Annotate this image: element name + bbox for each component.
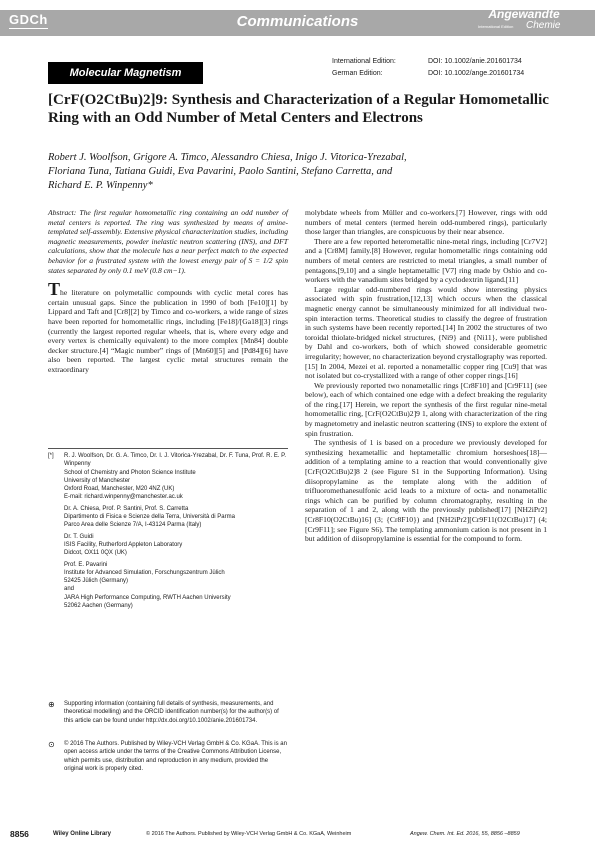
doi-intl-label: International Edition: — [332, 58, 396, 65]
intro-paragraph: The literature on polymetallic compounds with cyclic metal cores has certain unusual gaps. Since the publication in 1990 of both [Fe10][1] by Lippard and Taft and [Cr8][2] by Timco and co-workers, a wide range of sizes have been reported for homometallic rings, including [Fe18]/[Ga18][3] rings (currently the largest reported regular wheels, that is, where every edge and every vertex is chemically equivalent) to the more complex [Mn84] double decker structure.[4] “Magic number” rings of [Mn60][5] and [Pd84][6] have also been reported. The largest cyclic metal structures remain the extraordinary — [48, 279, 288, 374]
doi-german-label: German Edition: — [332, 70, 383, 77]
footer-citation: Angew. Chem. Int. Ed. 2016, 55, 8856 –8859 — [410, 831, 520, 837]
footnote-marker: [*] — [48, 453, 54, 459]
angewandte-logo: Angewandte International Edition Chemie — [478, 7, 561, 31]
authors-line: Floriana Tuna, Tatiana Guidi, Eva Pavarini, Paolo Santini, Stefano Carretta, and — [48, 166, 393, 177]
body-paragraph: We previously reported two nonametallic rings [Cr8F10] and [Cr9F11] (see below), each of which contained one edge with a defect breaking the regularity of the ring.[17] Herein, we report the synthesis of the first regular nine-metal homometallic ring, [CrF(O2CtBu)2]9 1, along with characterization of the ring by magnetometry and inelastic neutron scattering (INS) to explore the extent of spin frustration. — [305, 380, 547, 438]
article-title: [CrF(O2CtBu)2]9: Synthesis and Characterization of a Regular Homometallic Ring with an Odd Number of Metal Centers and Electrons — [48, 92, 549, 126]
authors-line: Robert J. Woolfson, Grigore A. Timco, Alessandro Chiesa, Inigo J. Vitorica-Yrezabal, — [48, 152, 407, 163]
corresponding-email[interactable]: E-mail: richard.winpenny@manchester.ac.uk — [64, 494, 183, 501]
authors-line: Richard E. P. Winpenny* — [48, 180, 153, 191]
category-tag: Molecular Magnetism — [48, 62, 203, 84]
doi-intl[interactable]: DOI: 10.1002/anie.201601734 — [428, 58, 522, 65]
footnote-divider — [48, 448, 288, 449]
gdch-logo: GDCh — [9, 12, 48, 27]
body-paragraph: Large regular odd-numbered rings would show interesting physics associated with spin frustration,[12,13] which occurs when the classical magnetic energy cannot be simultaneously minimized for all individual two-spin interaction terms. Theoretical studies to classify the degree of frustration in such systems have been recently reported.[14] In 2002 the structures of two toroidal thiolate-bridged nickel structures, {Ni9} and {Ni11}, were published by Dahl and co-workers, both of which showed considerable geometric irregularity; however, no characterization beyond crystallography was reported.[15] In 2004, Mezei et al. reported a nonametallic copper ring [Cu9] that was not isolated but co-crystallized with a range of other copper rings.[16] — [305, 284, 547, 381]
open-access-icon: ⊙ — [48, 740, 55, 749]
license-note: © 2016 The Authors. Published by Wiley-VCH Verlag GmbH & Co. KGaA. This is an open access article under the terms of the Creative Commons Attribution License, which permits use, distribution and reproduction in any medium, provided the original work is properly cited. — [64, 741, 287, 772]
body-paragraph: There are a few reported heterometallic nine-metal rings, including [Cr7V2] and a [Cr8M] family.[8] However, regular homometallic rings containing odd numbers of metal centers are restricted to metal triangles, a small number of pentagons,[9,10] and a single heptametallic [V7] ring made by Oshio and co-workers with the vanadium sites bridged by a cyclodextrin ligand.[11] — [305, 236, 547, 285]
supporting-info-note: Supporting information (containing full details of synthesis, measurements, and theoretical modelling) and the ORCID identification number(s) for the author(s) of this article can be found under http://dx.doi.org/10.1002/anie.201601734. — [64, 701, 279, 724]
footer-copyright: © 2016 The Authors. Published by Wiley-VCH Verlag GmbH & Co. KGaA, Weinheim — [146, 831, 352, 837]
left-column — [48, 208, 288, 375]
affiliations: R. J. Woolfson, Dr. G. A. Timco, Dr. I. J. Vitorica-Yrezabal, Dr. F. Tuna, Prof. R. E. P. Winpenny School of Chemistry and Photon Science Institute University of Manchester Oxford Road, Manchester, M20 4NZ (UK) E-mail: richard.winpenny@manchester.ac.uk Dr. A. Chiesa, Prof. P. Santini, Prof. S. Carretta Dipartimento di Fisica e Scienze della Terra, Università di Parma Parco Area delle Scienze 7/A, I-43124 Parma (Italy) Dr. T. Guidi ISIS Facility, Rutherford Appleton Laboratory Didcot, OX11 0QX (UK) Prof. E. Pavarini Institute for Advanced Simulation, Forschungszentrum Jülich 52425 Jülich (Germany) and JARA High Performance Computing, RWTH Aachen University 52062 Aachen (Germany) — [64, 453, 287, 610]
abstract: Abstract: The first regular homometallic ring containing an odd number of metal centers is reported. The ring was synthesized by means of amine-templated self-assembly. Extensive physical characterization studies, including magnetic measurements, powder inelastic neutron scattering (INS), and DFT calculations, show that the molecule has a near perfect match to the expected behavior for a frustrated system with the lowest energy pair of S = 1/2 spin states separated by only 0.1 meV (0.8 cm−1). — [48, 208, 288, 275]
wiley-online-library-link[interactable]: Wiley Online Library — [53, 831, 111, 837]
right-column — [305, 208, 547, 544]
body-paragraph: molybdate wheels from Müller and co-workers.[7] However, rings with odd numbers of metal centers (termed herein odd-numbered rings), particularly those larger than triangles, are conspicuous by their near absence. — [305, 208, 547, 237]
body-paragraph: The synthesis of 1 is based on a procedure we previously developed for synthesizing hexametallic and heptametallic chromium horseshoes[18]—addition of a templating amine to a reaction that would conventionally give [CrF(O2CtBu)2]8 2 (see Figure S1 in the Supporting Information). Using diisopropylamine as the template along with the addition of trifluoromethanesulfonic acid leads to a mixture of octa- and nonametallic rings which can be purified by column chromatography, resulting in the separation of 1 and 2, along with the previously published[17] [NH2iPr2][Cr8F10(O2CtBu)16] (3; {Cr8F10}) and [NH2iPr2][Cr9F11(O2CtBu)17] (4; [Cr9F11]; see Figure S6). The templating ammonium cation is not present in 1 but addition of diisopropylamine is essential for the compound to form. — [305, 438, 547, 544]
section-title: Communications — [236, 13, 359, 30]
author-list — [48, 151, 548, 193]
doi-german[interactable]: DOI: 10.1002/ange.201601734 — [428, 70, 525, 77]
supporting-info-icon: ⊕ — [48, 700, 55, 709]
page-number: 8856 — [10, 829, 29, 839]
drop-cap: T — [48, 279, 61, 300]
